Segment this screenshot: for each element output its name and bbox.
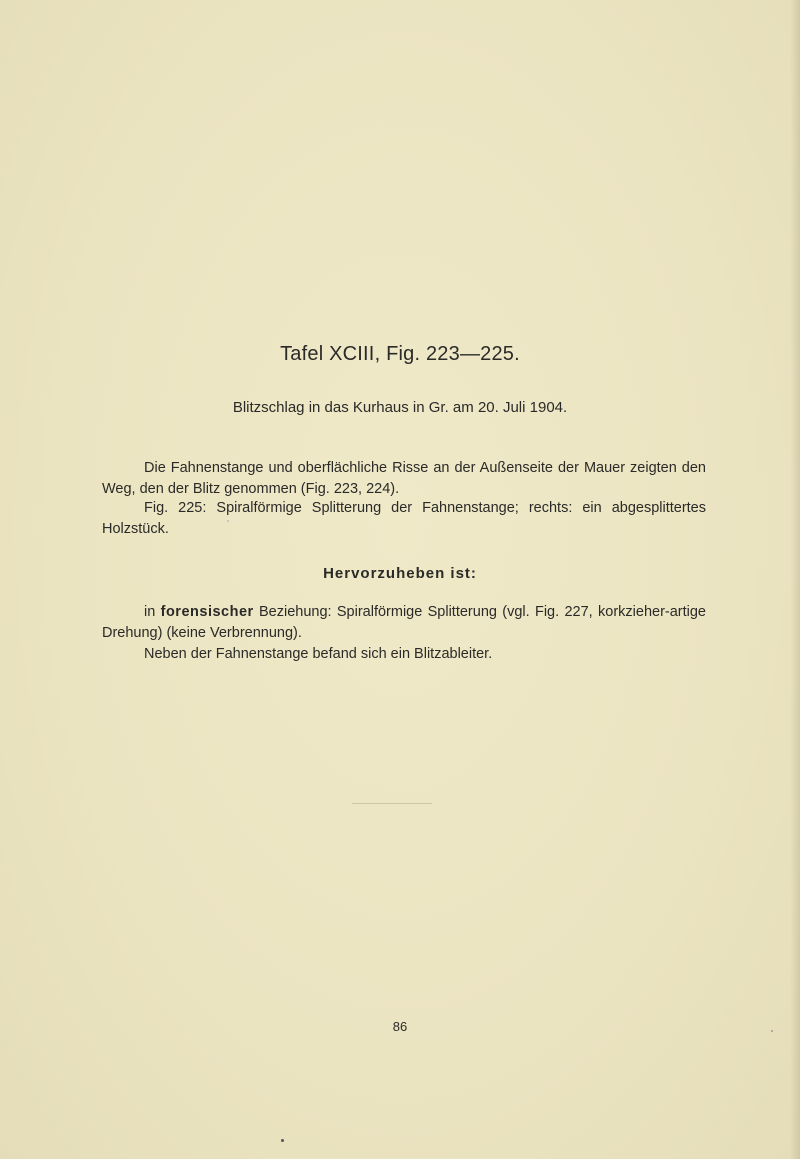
paper-speck: [227, 520, 229, 522]
paper-speck: [771, 1030, 773, 1032]
paragraph-forensic-rest: Beziehung: Spiralförmige Splitterung (vgl. Fig. 227, korkzieher-artige Drehung) (keine Verbrennung).: [102, 604, 706, 641]
section-heading: Hervorzuheben ist:: [323, 565, 477, 582]
paragraph-lightning-rod: Neben der Fahnenstange befand sich ein Blitzableiter.: [144, 646, 493, 662]
paragraph-description: Die Fahnenstange und oberflächliche Risse an der Außenseite der Mauer zeigten den Weg, den der Blitz genommen (Fig. 223, 224).: [102, 460, 706, 497]
paragraph-forensic-prefix: in: [144, 604, 156, 620]
paragraph-forensic-bold: forensischer: [160, 604, 254, 620]
paper-speck: [281, 1139, 284, 1142]
plate-subtitle: Blitzschlag in das Kurhaus in Gr. am 20. Juli 1904.: [232, 399, 568, 416]
faint-rule: [352, 803, 432, 804]
paragraph-forensic: [102, 602, 706, 644]
paragraph-figure-225: Fig. 225: Spiralförmige Splitterung der Fahnenstange; rechts: ein abgesplittertes Holzstück.: [102, 500, 706, 537]
plate-title: Tafel XCIII, Fig. 223—225.: [280, 343, 520, 365]
page-number: 86: [392, 1019, 408, 1034]
